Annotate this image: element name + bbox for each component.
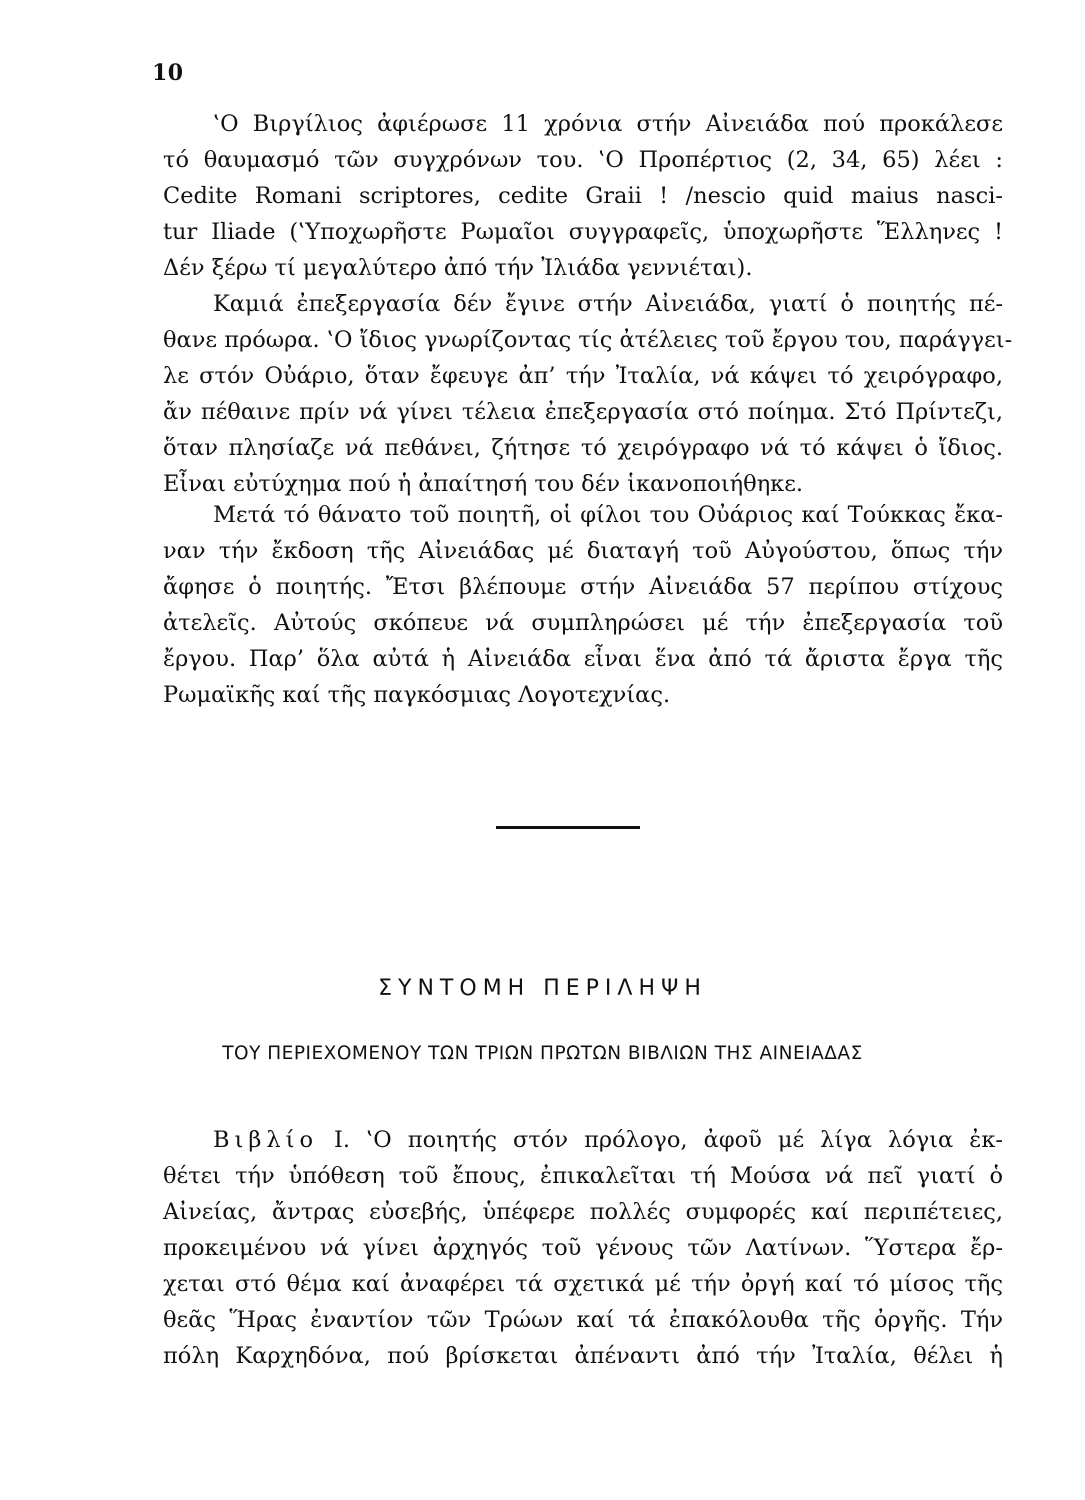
text-line: ναν τήν ἔκδοση τῆς Αἰνειάδας μέ διαταγή τοῦ Αὐγούστου, ὅπως τήν bbox=[163, 538, 1003, 564]
text-line: Μετά τό θάνατο τοῦ ποιητῆ, οἱ φίλοι του Οὐάριος καί Τούκκας ἔκα- bbox=[213, 502, 1003, 528]
text-line: ὅταν πλησίαζε νά πεθάνει, ζήτησε τό χειρόγραφο νά τό κάψει ὁ ἴδιος. bbox=[163, 435, 1003, 461]
text-line: ἀτελεῖς. Αὐτούς σκόπευε νά συμπληρώσει μέ τήν ἐπεξεργασία τοῦ bbox=[163, 610, 1003, 636]
book-numeral: Ι. bbox=[334, 1127, 351, 1153]
text-line: θέτει τήν ὑπόθεση τοῦ ἔπους, ἐπικαλεῖται τή Μούσα νά πεῖ γιατί ὁ bbox=[163, 1163, 1003, 1189]
book-label: Βιβλίο bbox=[213, 1127, 318, 1153]
section-divider bbox=[496, 826, 640, 829]
text-section-publication bbox=[163, 497, 1003, 713]
text-line: πόλη Καρχηδόνα, πού βρίσκεται ἀπέναντι ἀπό τήν Ἰταλία, θέλει ἡ bbox=[163, 1343, 1003, 1369]
text-line: tur Iliade (‛Υποχωρῆστε Ρωμαῖοι συγγραφεῖς, ὑποχωρῆστε Ἕλληνες ! bbox=[163, 219, 1003, 245]
page-number: 10 bbox=[152, 60, 184, 86]
text-line: τό θαυμασμό τῶν συγχρόνων του. ‛Ο Προπέρτιος (2, 34, 65) λέει : bbox=[163, 147, 1003, 173]
summary-subheading: ΤΟΥ ΠΕΡΙΕΧΟΜΕΝΟΥ ΤΩΝ ΤΡΙΩΝ ΠΡΩΤΩΝ ΒΙΒΛΙΩΝ ΤΗΣ ΑΙΝΕΙΑΔΑΣ bbox=[222, 1043, 863, 1064]
text-line: λε στόν Οὐάριο, ὅταν ἔφευγε ἀπ’ τήν Ἰταλία, νά κάψει τό χειρόγραφο, bbox=[163, 363, 1003, 389]
text-line: Αἰνείας, ἄντρας εὐσεβής, ὑπέφερε πολλές συμφορές καί περιπέτειες, bbox=[163, 1199, 1003, 1225]
text-line: Cedite Romani scriptores, cedite Graii ! /nescio quid maius nasci- bbox=[163, 183, 1003, 209]
text-line: ἄν πέθαινε πρίν νά γίνει τέλεια ἐπεξεργασία στό ποίημα. Στό Πρίντεζι, bbox=[163, 399, 1003, 425]
text-section-book-1 bbox=[163, 1122, 1003, 1374]
text-section-intro bbox=[163, 106, 1013, 502]
text-line bbox=[163, 1122, 1003, 1158]
text-line: Εἶναι εὐτύχημα πού ἡ ἀπαίτησή του δέν ἱκανοποιήθηκε. bbox=[163, 471, 804, 497]
text-line: Καμιά ἐπεξεργασία δέν ἔγινε στήν Αἰνειάδα, γιατί ὁ ποιητής πέ- bbox=[213, 291, 1003, 317]
text-line: προκειμένου νά γίνει ἀρχηγός τοῦ γένους τῶν Λατίνων. Ὕστερα ἔρ- bbox=[163, 1235, 1003, 1261]
text-line: θανε πρόωρα. ‛Ο ἴδιος γνωρίζοντας τίς ἀτέλειες τοῦ ἔργου του, παράγγει- bbox=[163, 327, 1013, 353]
text-line: ἔργου. Παρ’ ὅλα αὐτά ἡ Αἰνειάδα εἶναι ἕνα ἀπό τά ἄριστα ἔργα τῆς bbox=[163, 646, 1003, 672]
text-line: Δέν ξέρω τί μεγαλύτερο ἀπό τήν Ἰλιάδα γεννιέται). bbox=[163, 255, 753, 281]
text-line: θεᾶς Ἥρας ἐναντίον τῶν Τρώων καί τά ἐπακόλουθα τῆς ὀργῆς. Τήν bbox=[163, 1307, 1003, 1333]
book-first-line: ‛Ο ποιητής στόν πρόλογο, ἀφοῦ μέ λίγα λόγια ἐκ- bbox=[366, 1127, 1003, 1153]
text-line: Ρωμαϊκῆς καί τῆς παγκόσμιας Λογοτεχνίας. bbox=[163, 682, 671, 708]
summary-heading: ΣΥΝΤΟΜΗ ΠΕΡΙΛΗΨΗ bbox=[378, 976, 707, 1001]
text-line: ‛Ο Βιργίλιος ἀφιέρωσε 11 χρόνια στήν Αἰνειάδα πού προκάλεσε bbox=[213, 111, 1003, 137]
text-line: χεται στό θέμα καί ἀναφέρει τά σχετικά μέ τήν ὀργή καί τό μίσος τῆς bbox=[163, 1271, 1003, 1297]
text-line: ἄφησε ὁ ποιητής. Ἔτσι βλέπουμε στήν Αἰνειάδα 57 περίπου στίχους bbox=[163, 574, 1003, 600]
